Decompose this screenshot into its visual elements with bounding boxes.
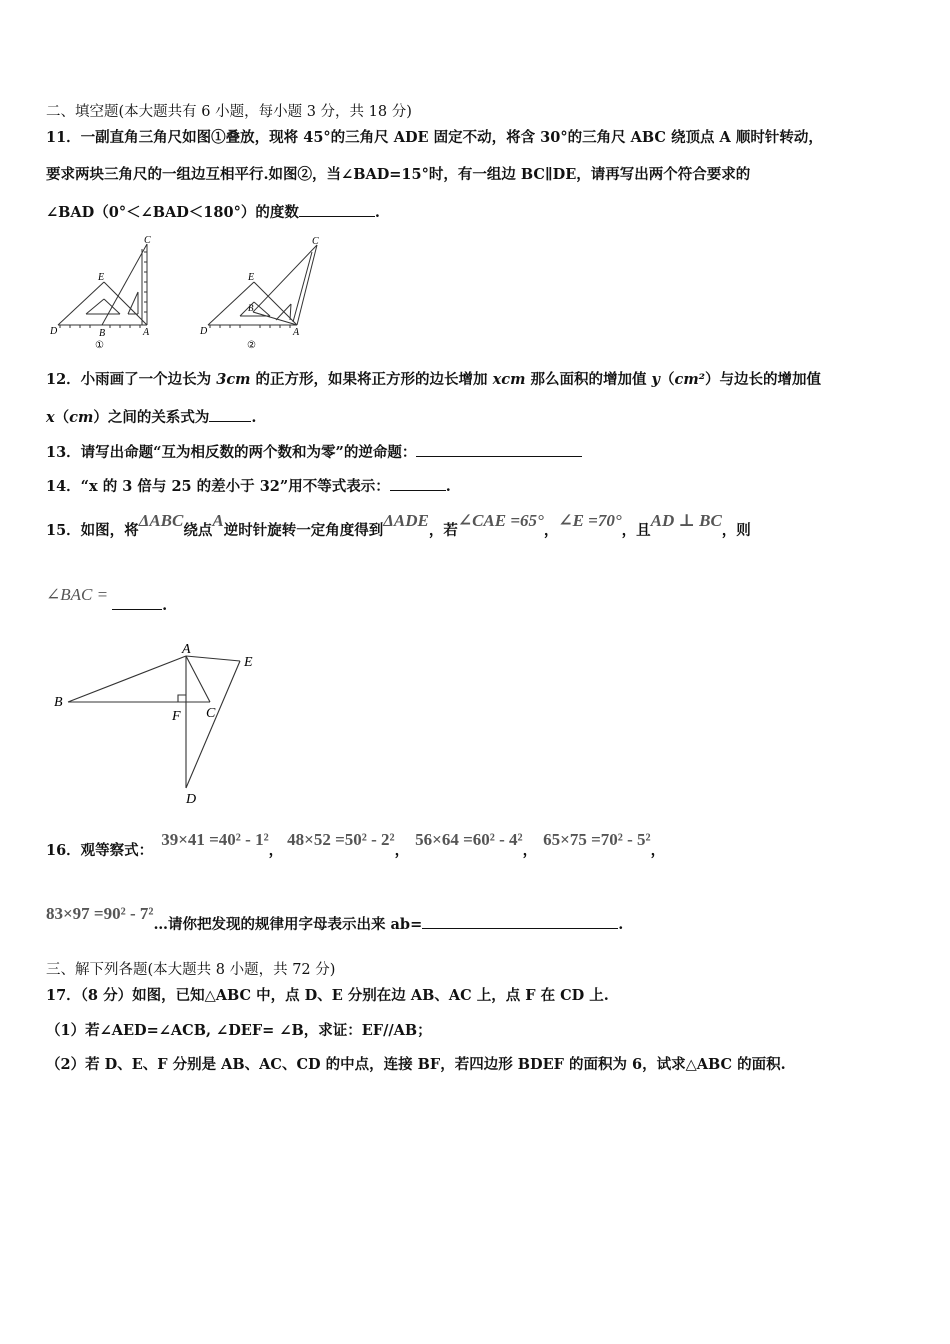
q12-var-x: x <box>46 409 55 426</box>
q16-text-2: …请你把发现的规律用字母表示出来 ab= <box>153 916 423 933</box>
q11-figure-2 <box>208 245 317 328</box>
q16-sep-4: ， <box>650 842 666 859</box>
q16-expr-5: 83×97 =90² - 7² <box>46 904 154 923</box>
q14-end: . <box>445 478 451 495</box>
q15-label-A: A <box>182 642 191 657</box>
q11-figure-1 <box>58 244 147 328</box>
q15-math-perp: AD ⊥ BC <box>650 511 722 530</box>
section-heading-solve: 三、解下列各题(本大题共 8 小题，共 72 分) <box>46 962 336 978</box>
q11-f1-label-C: C <box>144 235 151 246</box>
q11-answer-blank[interactable] <box>299 202 375 217</box>
q12-text-4: （ <box>659 371 675 388</box>
q11-figure-1-caption: ① <box>95 340 104 351</box>
q16-line2 <box>46 904 624 935</box>
q15-figure <box>50 638 270 810</box>
q15-end: . <box>162 597 168 614</box>
q11-figures <box>50 232 340 352</box>
q12-text-3: 那么面积的增加值 <box>525 371 652 388</box>
q12-text-6: （ <box>54 409 70 426</box>
q17-line1: 17．（8 分）如图，已知△ABC 中，点 D、E 分别在边 AB、AC 上，点 F 在 CD 上. <box>46 987 609 1004</box>
q12-text-7: ）之间的关系式为 <box>93 409 210 426</box>
q12-end: . <box>251 409 257 426</box>
q15-label-F: F <box>172 709 181 724</box>
q15-math-a: A <box>212 511 224 530</box>
q13-text: 13．请写出命题“互为相反数的两个数和为零”的逆命题： <box>46 444 417 461</box>
q15-math-bac: ∠BAC = <box>46 585 109 604</box>
q12-answer-blank[interactable] <box>209 407 251 422</box>
q12-line1 <box>46 370 821 390</box>
q11-f2-label-C: C <box>312 236 319 247</box>
q15-text-4: ，若 <box>428 522 458 539</box>
q15-line2 <box>46 585 168 614</box>
section-heading-fill-blank: 二、填空题(本大题共有 6 小题，每小题 3 分，共 18 分) <box>46 104 412 120</box>
q16-line1 <box>46 830 666 861</box>
q15-text-2: 绕点 <box>183 522 213 539</box>
q15-text-6: ，且 <box>621 522 651 539</box>
q11-line2: 要求两块三角尺的一组边互相平行.如图②，当∠BAD=15°时，有一组边 BC∥DE，请再写出两个符合要求的 <box>46 166 751 183</box>
q11-f2-label-A: A <box>293 327 300 338</box>
q11-f2-label-D: D <box>200 326 208 337</box>
q16-text-1: 16．观等察式： <box>46 842 154 859</box>
q13-line <box>46 442 582 463</box>
q12-text-2: 的正方形，如果将正方形的边长增加 <box>250 371 493 388</box>
q11-line3 <box>46 202 380 223</box>
q12-var-y: y <box>651 371 660 388</box>
q13-answer-blank[interactable] <box>416 442 582 457</box>
q15-math-cae: ∠CAE =65° <box>457 511 544 530</box>
q17-part2: （2）若 D、E、F 分别是 AB、AC、CD 的中点，连接 BF，若四边形 BDEF 的面积为 6，试求△ABC 的面积. <box>46 1056 786 1073</box>
q15-answer-blank[interactable] <box>112 595 162 610</box>
q12-unit-cm2: cm² <box>674 371 706 388</box>
q11-end: . <box>374 204 380 221</box>
q16-answer-blank[interactable] <box>422 914 618 929</box>
q16-sep-1: ， <box>268 842 284 859</box>
q12-text-1: 12．小雨画了一个边长为 <box>46 371 217 388</box>
q15-text-5: ， <box>543 522 559 539</box>
q11-f1-label-E: E <box>98 272 105 283</box>
q11-line1: 11．一副直角三角尺如图①叠放，现将 45°的三角尺 ADE 固定不动，将含 30°的三角尺 ABC 绕顶点 A 顺时针转动， <box>46 129 823 146</box>
q11-f1-label-A: A <box>143 327 150 338</box>
q11-f2-label-B: B <box>248 303 254 313</box>
q14-line <box>46 476 451 497</box>
q15-math-ade: ΔADE <box>383 511 429 530</box>
q12-unit-cm: cm <box>69 409 94 426</box>
q15-label-D: D <box>186 792 197 807</box>
q14-answer-blank[interactable] <box>390 476 446 491</box>
q15-text-1: 15．如图，将 <box>46 522 139 539</box>
q16-expr-4: 65×75 =70² - 5² <box>543 830 651 849</box>
q14-text: 14．“x 的 3 倍与 25 的差小于 32”用不等式表示： <box>46 478 390 495</box>
q15-text-7: ，则 <box>721 522 751 539</box>
q15-label-E: E <box>244 655 253 670</box>
q16-expr-1: 39×41 =40² - 1² <box>161 830 269 849</box>
q15-text-3: 逆时针旋转一定角度得到 <box>223 522 384 539</box>
q12-line2 <box>46 407 256 428</box>
q11-line3-text: ∠BAD（0°＜∠BAD＜180°）的度数 <box>46 204 299 221</box>
q12-increase-x: xcm <box>492 371 526 388</box>
q15-label-B: B <box>54 695 63 710</box>
q15-math-e: ∠E =70° <box>558 511 622 530</box>
q16-sep-3: ， <box>522 842 538 859</box>
q12-side-length: 3cm <box>216 371 251 388</box>
q11-f2-label-E: E <box>248 272 255 283</box>
q11-f1-label-B: B <box>99 328 106 339</box>
q16-expr-3: 56×64 =60² - 4² <box>415 830 523 849</box>
q15-label-C: C <box>206 706 216 721</box>
q17-part1: （1）若∠AED=∠ACB, ∠DEF= ∠B，求证：EF//AB； <box>46 1022 432 1039</box>
q15-math-abc: ΔABC <box>138 511 184 530</box>
q16-end: . <box>618 916 624 933</box>
q12-text-5: ）与边长的增加值 <box>705 371 822 388</box>
q16-sep-2: ， <box>394 842 410 859</box>
q16-expr-2: 48×52 =50² - 2² <box>287 830 395 849</box>
q11-figure-2-caption: ② <box>247 340 256 351</box>
q15-line1 <box>46 511 751 541</box>
q11-f1-label-D: D <box>50 326 58 337</box>
